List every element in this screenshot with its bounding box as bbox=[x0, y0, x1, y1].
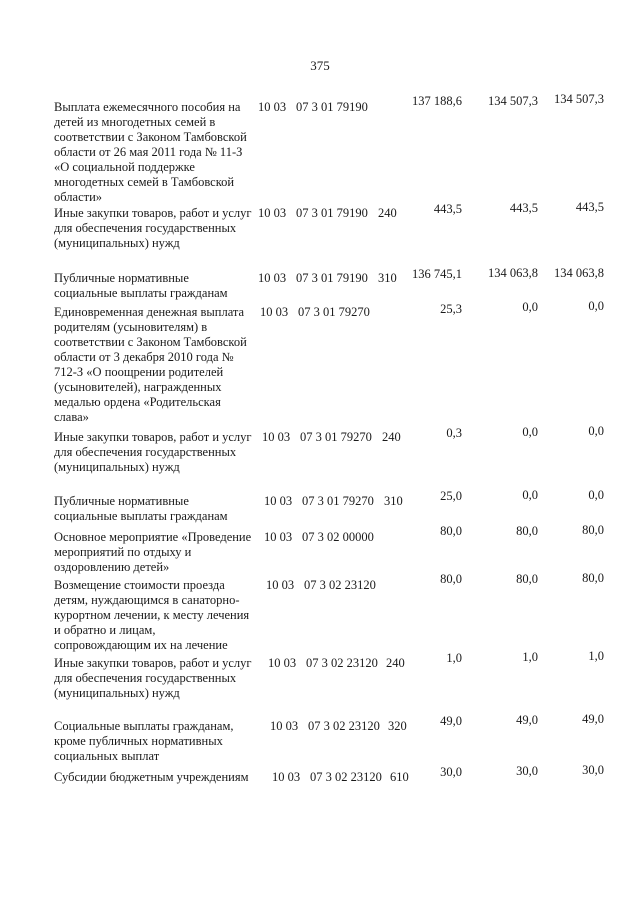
row-target-code: 07 3 01 79270 bbox=[300, 430, 372, 444]
row-target-code: 07 3 01 79270 bbox=[302, 494, 374, 508]
row-target-code: 07 3 02 00000 bbox=[302, 530, 374, 544]
row-target-code: 07 3 02 23120 bbox=[306, 656, 378, 670]
row-expense-type: 240 bbox=[386, 656, 405, 670]
row-value-year3: 134 063,8 bbox=[554, 266, 604, 280]
row-expense-type: 320 bbox=[388, 719, 407, 733]
row-expense-type: 240 bbox=[378, 206, 397, 220]
row-target-code: 07 3 01 79190 bbox=[296, 100, 368, 114]
row-value-year3: 0,0 bbox=[588, 299, 604, 313]
row-section-code: 10 03 bbox=[270, 719, 299, 733]
row-expense-type: 240 bbox=[382, 430, 401, 444]
row-value-year1: 25,0 bbox=[440, 489, 462, 503]
row-value-year1: 136 745,1 bbox=[412, 267, 462, 281]
row-value-year2: 134 507,3 bbox=[488, 94, 538, 108]
row-name: Публичные нормативные социальные выплаты гражданам bbox=[54, 494, 228, 523]
row-name: Публичные нормативные социальные выплаты гражданам bbox=[54, 271, 228, 300]
row-value-year2: 0,0 bbox=[522, 488, 538, 502]
row-value-year2: 443,5 bbox=[509, 201, 538, 215]
row-target-code: 07 3 01 79190 bbox=[296, 271, 368, 285]
row-target-code: 07 3 02 23120 bbox=[308, 719, 380, 733]
row-value-year1: 49,0 bbox=[440, 714, 462, 728]
row-value-year1: 0,3 bbox=[446, 426, 462, 440]
row-value-year3: 80,0 bbox=[582, 571, 604, 585]
row-section-code: 10 03 bbox=[258, 100, 287, 114]
row-section-code: 10 03 bbox=[260, 305, 289, 319]
row-section-code: 10 03 bbox=[264, 494, 293, 508]
row-section-code: 10 03 bbox=[266, 578, 295, 592]
row-section-code: 10 03 bbox=[268, 656, 297, 670]
row-section-code: 10 03 bbox=[264, 530, 293, 544]
row-value-year1: 25,3 bbox=[440, 302, 462, 316]
row-name: Социальные выплаты гражданам, кроме публичных нормативных социальных выплат bbox=[54, 719, 234, 763]
row-name: Иные закупки товаров, работ и услуг для обеспечения государственных (муниципальных) нужд bbox=[54, 656, 252, 700]
row-value-year1: 30,0 bbox=[440, 765, 462, 779]
row-section-code: 10 03 bbox=[262, 430, 291, 444]
row-expense-type: 610 bbox=[390, 770, 409, 784]
row-value-year2: 30,0 bbox=[516, 764, 538, 778]
row-value-year3: 30,0 bbox=[582, 763, 604, 777]
row-section-code: 10 03 bbox=[258, 206, 287, 220]
row-value-year3: 134 507,3 bbox=[554, 92, 604, 106]
row-name: Основное мероприятие «Проведение мероприятий по отдыху и оздоровлению детей» bbox=[54, 530, 252, 574]
row-value-year2: 80,0 bbox=[516, 572, 538, 586]
row-section-code: 10 03 bbox=[272, 770, 301, 784]
page-number: 375 bbox=[310, 58, 330, 73]
row-target-code: 07 3 01 79270 bbox=[298, 305, 370, 319]
row-value-year3: 49,0 bbox=[582, 712, 604, 726]
row-value-year2: 0,0 bbox=[522, 425, 538, 439]
row-value-year2: 80,0 bbox=[516, 524, 538, 538]
row-name: Возмещение стоимости проезда детям, нуждающимся в санаторно-курортном лечении, к месту лечения и обратно и лицам, сопровождающим их на лечение bbox=[54, 578, 250, 652]
row-value-year3: 0,0 bbox=[588, 424, 604, 438]
row-expense-type: 310 bbox=[378, 271, 397, 285]
row-value-year1: 443,5 bbox=[433, 202, 462, 216]
row-value-year1: 80,0 bbox=[440, 572, 462, 586]
row-value-year3: 1,0 bbox=[588, 649, 604, 663]
row-value-year3: 443,5 bbox=[575, 200, 604, 214]
row-section-code: 10 03 bbox=[258, 271, 287, 285]
row-value-year2: 1,0 bbox=[522, 650, 538, 664]
row-value-year3: 80,0 bbox=[582, 523, 604, 537]
row-value-year3: 0,0 bbox=[588, 488, 604, 502]
row-target-code: 07 3 02 23120 bbox=[304, 578, 376, 592]
row-value-year1: 137 188,6 bbox=[412, 94, 462, 108]
row-value-year1: 1,0 bbox=[446, 651, 462, 665]
row-name: Иные закупки товаров, работ и услуг для обеспечения государственных (муниципальных) нужд bbox=[54, 430, 252, 474]
row-target-code: 07 3 02 23120 bbox=[310, 770, 382, 784]
row-value-year2: 49,0 bbox=[516, 713, 538, 727]
row-name: Иные закупки товаров, работ и услуг для обеспечения государственных (муниципальных) нужд bbox=[54, 206, 252, 250]
row-expense-type: 310 bbox=[384, 494, 403, 508]
row-name: Субсидии бюджетным учреждениям bbox=[54, 770, 249, 784]
row-name: Единовременная денежная выплата родителям (усыновителям) в соответствии с Законом Тамбовской области от 3 декабря 2010 года № 712-З «О поощрении родителей (усыновителей), награжденных медалью ордена «Родительская слава» bbox=[54, 305, 247, 424]
row-value-year1: 80,0 bbox=[440, 524, 462, 538]
row-target-code: 07 3 01 79190 bbox=[296, 206, 368, 220]
row-value-year2: 134 063,8 bbox=[488, 266, 538, 280]
row-name: Выплата ежемесячного пособия на детей из многодетных семей в соответствии с Законом Тамбовской области от 26 мая 2011 года № 11-З «О социальной поддержке многодетных семей в Тамбовской области» bbox=[54, 100, 247, 204]
row-value-year2: 0,0 bbox=[522, 300, 538, 314]
